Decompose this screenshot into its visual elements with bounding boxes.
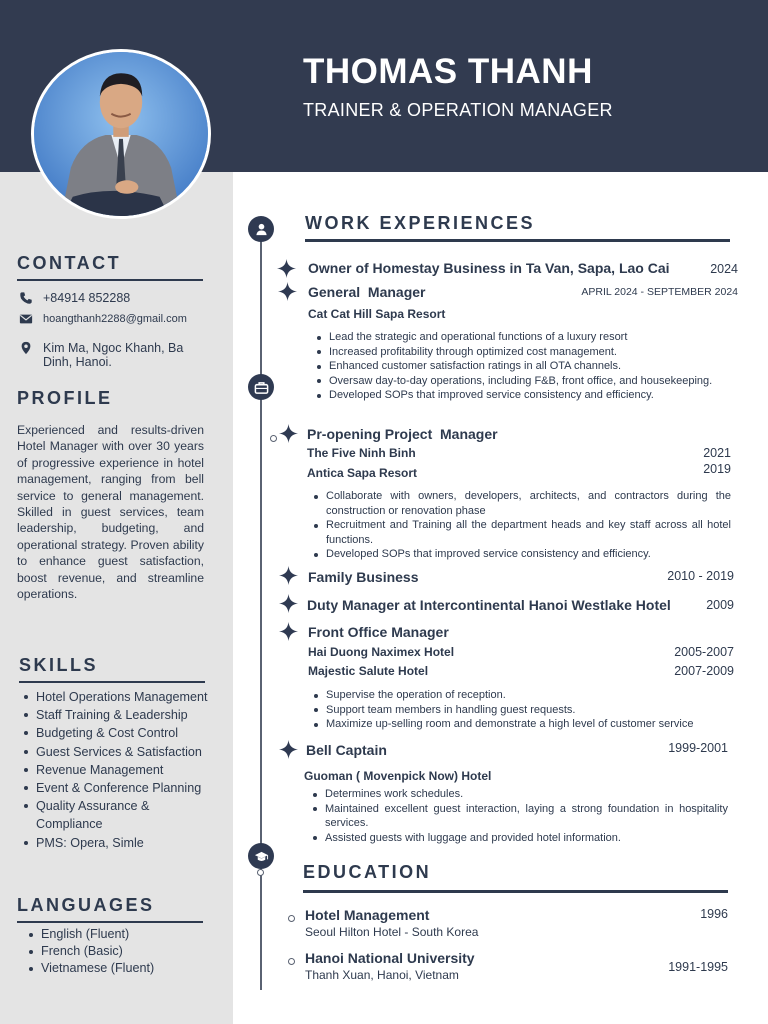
profile-heading: PROFILE: [17, 388, 113, 408]
skill-item: Quality Assurance & Compliance: [22, 797, 212, 833]
four-point-star-icon: [279, 622, 298, 641]
envelope-icon: [19, 312, 33, 326]
skill-item: Revenue Management: [22, 761, 212, 779]
responsibility-item: Oversaw day-to-day operations, including F&B, front office, and housekeeping.: [314, 374, 732, 389]
skill-item: Budgeting & Cost Control: [22, 724, 212, 742]
responsibility-item: Increased profitability through optimized cost management.: [314, 345, 732, 360]
job-responsibilities: [314, 330, 732, 403]
skill-item: Event & Conference Planning: [22, 779, 212, 797]
job-responsibilities: [310, 787, 728, 845]
job-date: 2005-2007: [674, 645, 734, 659]
languages-divider: [17, 921, 203, 923]
language-item: Vietnamese (Fluent): [27, 960, 207, 977]
job-responsibilities: [311, 688, 731, 732]
timeline-dot: [288, 915, 295, 922]
job-title: Pr-opening Project Manager: [307, 426, 498, 442]
profile-summary: Experienced and results-driven Hotel Manager with over 30 years of progressive experience in hotel management, ranging from bell service to general management. Skilled in guest services, team leadership, budgeting, and operational strategy. Proven ability to enhance guest satisfaction, boost revenue, and streamline operations.: [17, 423, 204, 602]
education-date: 1996: [700, 907, 728, 921]
education-heading: EDUCATION: [303, 862, 432, 882]
job-title: Owner of Homestay Business in Ta Van, Sapa, Lao Cai: [308, 260, 670, 276]
timeline-line: [260, 232, 262, 990]
responsibility-item: Supervise the operation of reception.: [311, 688, 731, 703]
job-date: 2019: [703, 462, 731, 476]
job-date: 2007-2009: [674, 664, 734, 678]
company-name: Majestic Salute Hotel: [308, 664, 429, 678]
skill-item: Hotel Operations Management: [22, 688, 212, 706]
job-title: Front Office Manager: [308, 624, 449, 640]
candidate-name: THOMAS THANH: [303, 52, 593, 91]
job-title: Duty Manager at Intercontinental Hanoi Westlake Hotel: [307, 597, 671, 613]
briefcase-icon: [254, 380, 269, 395]
education-divider: [303, 890, 728, 893]
four-point-star-icon: [278, 282, 297, 301]
responsibility-item: Support team members in handling guest requests.: [311, 703, 731, 718]
skill-item: Guest Services & Satisfaction: [22, 743, 212, 761]
timeline-dot: [288, 958, 295, 965]
responsibility-item: Collaborate with owners, developers, architects, and contractors during the construction or renovation phase: [311, 489, 731, 518]
skills-list: [22, 688, 212, 852]
languages-list: [27, 926, 207, 976]
language-item: French (Basic): [27, 943, 207, 960]
timeline-education-marker: [248, 843, 274, 869]
phone-number: +84914 852288: [43, 291, 131, 305]
work-experiences-heading: WORK EXPERIENCES: [305, 213, 536, 233]
four-point-star-icon: [279, 566, 298, 585]
responsibility-item: Developed SOPs that improved service consistency and efficiency.: [314, 388, 732, 403]
contact-address: [19, 341, 209, 369]
four-point-star-icon: [279, 424, 298, 443]
contact-divider: [17, 279, 203, 281]
timeline-person-marker: [248, 216, 274, 242]
timeline-dot: [257, 869, 264, 876]
company-name: Guoman ( Movenpick Now) Hotel: [304, 769, 492, 783]
timeline-briefcase-marker: [248, 374, 274, 400]
job-date: APRIL 2024 - SEPTEMBER 2024: [581, 286, 738, 298]
company-name: Antica Sapa Resort: [307, 466, 418, 480]
skills-heading: SKILLS: [19, 655, 99, 675]
four-point-star-icon: [279, 740, 298, 759]
address-text: Kim Ma, Ngoc Khanh, Ba Dinh, Hanoi.: [43, 341, 184, 369]
job-date: 2010 - 2019: [667, 569, 734, 583]
job-title: Bell Captain: [306, 742, 387, 758]
four-point-star-icon: [277, 259, 296, 278]
job-date: 2009: [706, 598, 734, 612]
candidate-title: TRAINER & OPERATION MANAGER: [303, 100, 613, 120]
portrait-illustration: [34, 52, 208, 216]
contact-email[interactable]: [19, 312, 187, 326]
job-title: Family Business: [308, 569, 419, 585]
skill-item: PMS: Opera, Simle: [22, 834, 212, 852]
job-title: General Manager: [308, 284, 426, 300]
company-name: The Five Ninh Binh: [307, 446, 416, 460]
four-point-star-icon: [279, 594, 298, 613]
education-school: Seoul Hilton Hotel - South Korea: [305, 925, 479, 939]
language-item: English (Fluent): [27, 926, 207, 943]
responsibility-item: Lead the strategic and operational functions of a luxury resort: [314, 330, 732, 345]
responsibility-item: Maximize up-selling room and demonstrate a high level of customer service: [311, 717, 731, 732]
contact-phone[interactable]: [19, 291, 130, 305]
skills-divider: [19, 681, 205, 683]
responsibility-item: Recruitment and Training all the department heads and key staff across all hotel functions.: [311, 518, 731, 547]
responsibility-item: Maintained excellent guest interaction, laying a strong foundation in hospitality services.: [310, 802, 728, 831]
job-date: 1999-2001: [668, 741, 728, 755]
responsibility-item: Enhanced customer satisfaction ratings in all OTA channels.: [314, 359, 732, 374]
job-date: 2024: [710, 262, 738, 276]
job-responsibilities: [311, 489, 731, 562]
company-name: Cat Cat Hill Sapa Resort: [308, 307, 446, 321]
languages-heading: LANGUAGES: [17, 895, 155, 915]
company-name: Hai Duong Naximex Hotel: [308, 645, 455, 659]
education-date: 1991-1995: [668, 960, 728, 974]
responsibility-item: Developed SOPs that improved service consistency and efficiency.: [311, 547, 731, 562]
responsibility-item: Assisted guests with luggage and provided hotel information.: [310, 831, 728, 846]
job-date: 2021: [703, 446, 731, 460]
timeline-dot: [270, 435, 277, 442]
email-address: hoangthanh2288@gmail.com: [43, 313, 187, 325]
profile-photo: [31, 49, 211, 219]
graduation-cap-icon: [254, 849, 269, 864]
education-degree: Hanoi National University: [305, 950, 475, 966]
education-degree: Hotel Management: [305, 907, 430, 923]
phone-icon: [19, 291, 33, 305]
person-icon: [254, 222, 269, 237]
map-pin-icon: [19, 341, 33, 355]
skill-item: Staff Training & Leadership: [22, 706, 212, 724]
education-school: Thanh Xuan, Hanoi, Vietnam: [305, 968, 459, 982]
contact-heading: CONTACT: [17, 253, 122, 273]
responsibility-item: Determines work schedules.: [310, 787, 728, 802]
work-divider: [305, 239, 730, 242]
